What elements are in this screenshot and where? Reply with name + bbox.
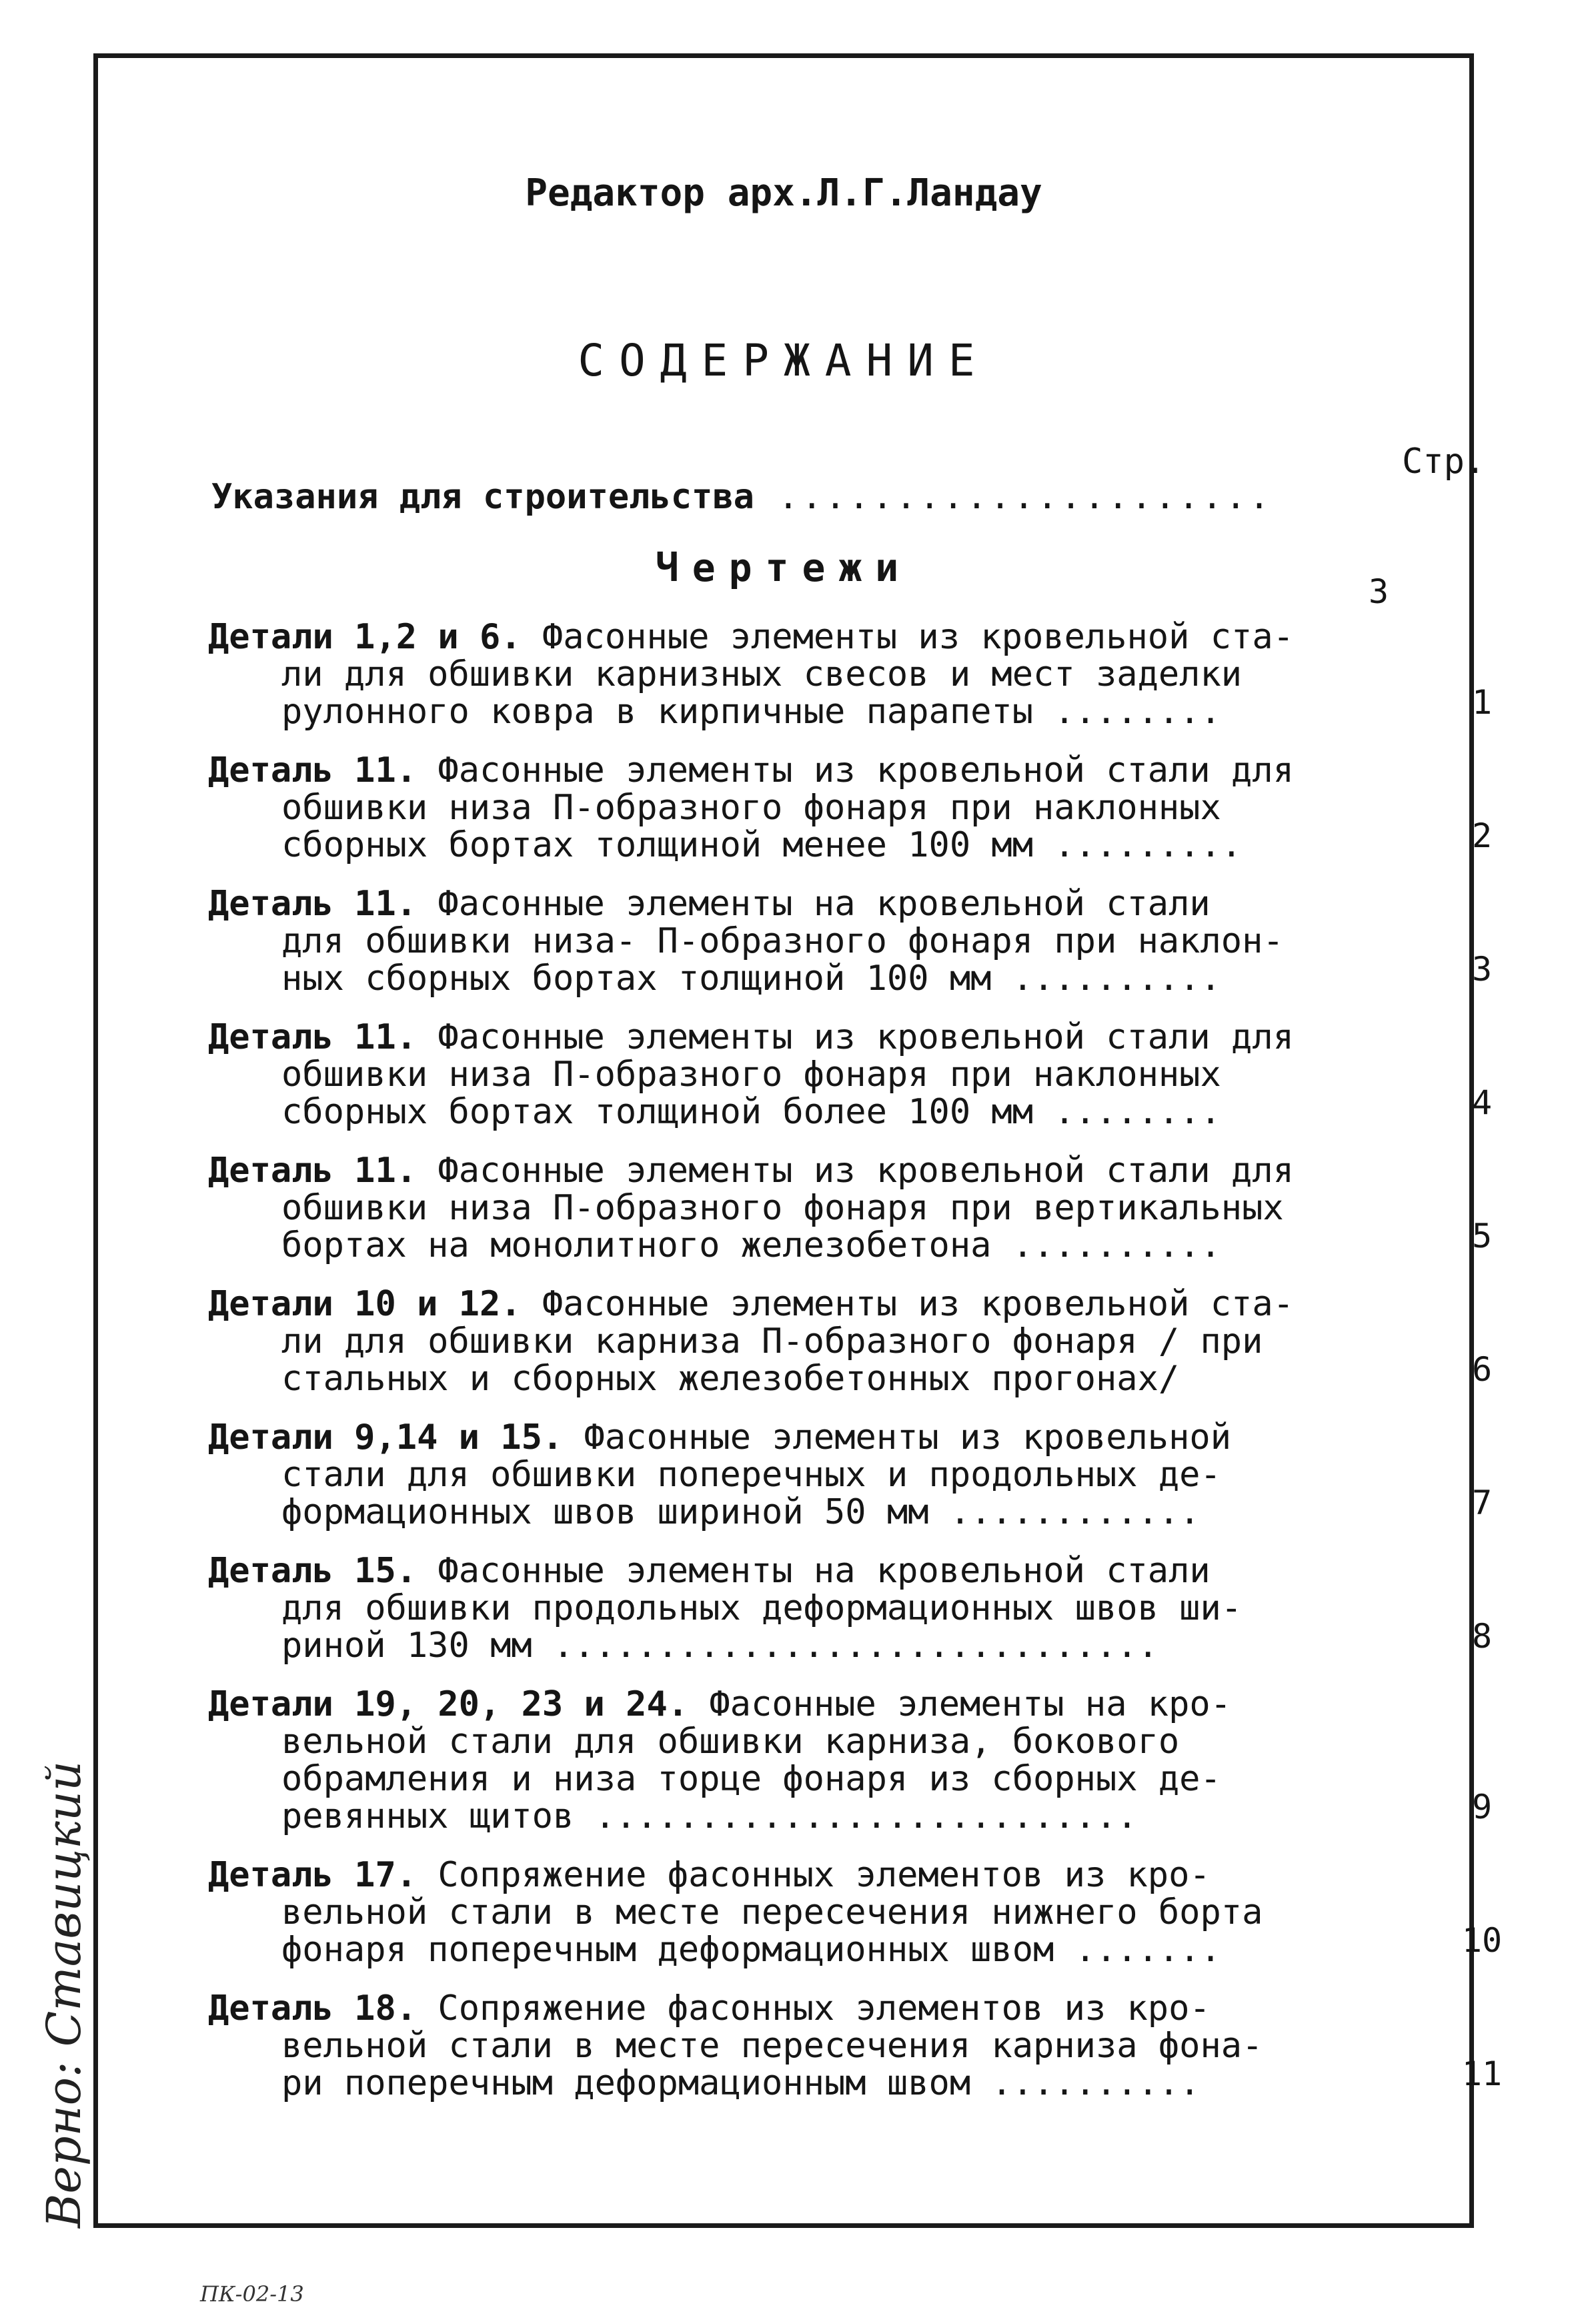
toc-entry-line: для обшивки продольных деформационных швов ши- [281, 1588, 1243, 1628]
toc-entry-lead: Деталь 15. [208, 1551, 418, 1591]
toc-entry[interactable] [208, 752, 1509, 885]
toc-page-number: 1 [1471, 683, 1493, 722]
toc-entry-lead: Деталь 18. [208, 1988, 418, 2028]
toc-entry-line: ри поперечным деформационным швом .......... [281, 2063, 1201, 2103]
toc-entry-text: Сопряжение фасонных элементов из кро- [417, 1988, 1211, 2028]
toc-entry-line: рулонного ковра в кирпичные парапеты ........ [281, 692, 1221, 732]
toc-entry[interactable] [208, 1019, 1509, 1152]
toc-entry-lead: Деталь 17. [208, 1855, 418, 1895]
toc-entry-text: Фасонные элементы на кровельной стали [417, 1551, 1211, 1591]
editor-line: Редактор арх.Л.Г.Ландау [525, 171, 1042, 215]
toc-page-number: 11 [1461, 2055, 1503, 2093]
toc-entry-line: ли для обшивки карниза П-образного фонаря / при [281, 1321, 1263, 1361]
toc-entry-lead: Деталь 11. [208, 1151, 418, 1191]
toc-entry-text: Фасонные элементы на кро- [688, 1684, 1232, 1724]
toc-entry[interactable] [208, 618, 1509, 752]
toc-entry-text: Фасонные элементы из кровельной стали для [417, 1151, 1294, 1191]
toc-entry[interactable] [208, 1686, 1509, 1856]
page-title: СОДЕРЖАНИЕ [578, 335, 990, 386]
toc-entry-line: стальных и сборных железобетонных прогонах/ [281, 1359, 1180, 1399]
document-code: ПК-02-13 [200, 2281, 304, 2307]
toc-page-number: 2 [1471, 816, 1493, 855]
toc-entry-line: фонаря поперечным деформационных швом ....... [281, 1930, 1221, 1970]
toc-list [208, 618, 1509, 2123]
section-title: Чертежи [655, 545, 912, 590]
toc-page-number: 7 [1471, 1484, 1493, 1522]
toc-page-number: 10 [1461, 1921, 1503, 1960]
toc-entry-line: стали для обшивки поперечных и продольных де- [281, 1455, 1221, 1495]
toc-entry-line: формационных швов шириной 50 мм ............ [281, 1492, 1201, 1532]
toc-entry-line: ли для обшивки карнизных свесов и мест заделки [281, 654, 1243, 694]
toc-entry-text: Фасонные элементы из кровельной стали для [417, 1017, 1294, 1057]
toc-entry-line: обшивки низа П-образного фонаря при наклонных [281, 1055, 1221, 1095]
toc-entry[interactable] [208, 1552, 1509, 1686]
toc-page-number: 3 [1368, 572, 1389, 611]
page-frame [93, 53, 1503, 2228]
toc-entry[interactable] [208, 885, 1509, 1019]
toc-page-number: 4 [1471, 1083, 1493, 1122]
toc-entry-lead: Детали 9,14 и 15. [208, 1417, 564, 1458]
toc-entry-line: сборных бортах толщиной более 100 мм ........ [281, 1092, 1221, 1132]
toc-entry-line: вельной стали в месте пересечения нижнего борта [281, 1892, 1263, 1932]
toc-entry-line: обшивки низа П-образного фонаря при вертикальных [281, 1188, 1284, 1228]
toc-entry-lead: Детали 10 и 12. [208, 1284, 522, 1324]
toc-entry-text: Сопряжение фасонных элементов из кро- [417, 1855, 1211, 1895]
toc-entry-line: для обшивки низа- П-образного фонаря при наклон- [281, 921, 1284, 961]
toc-entry[interactable] [208, 1152, 1509, 1285]
toc-entry-text: Фасонные элементы из кровельной ста- [521, 617, 1294, 657]
toc-intro-text: Указания для строительства [211, 477, 754, 517]
toc-entry[interactable] [208, 1419, 1509, 1552]
toc-entry-lead: Деталь 11. [208, 750, 418, 790]
toc-entry-line: бортах на монолитного железобетона .......... [281, 1225, 1221, 1265]
toc-entry-lead: Детали 19, 20, 23 и 24. [208, 1684, 689, 1724]
toc-entry-line: вельной стали в месте пересечения карниза фона- [281, 2026, 1263, 2066]
toc-entry-line: риной 130 мм ............................. [281, 1626, 1158, 1666]
toc-page-number: 8 [1471, 1617, 1493, 1656]
toc-entry-line: вельной стали для обшивки карниза, бокового [281, 1722, 1180, 1762]
toc-dots: ..................... [754, 477, 1273, 517]
toc-entry-lead: Деталь 11. [208, 1017, 418, 1057]
toc-entry-lead: Деталь 11. [208, 884, 418, 924]
toc-entry-line: ревянных щитов .......................... [281, 1796, 1138, 1836]
toc-entry-lead: Детали 1,2 и 6. [208, 617, 522, 657]
toc-entry[interactable] [208, 1856, 1509, 1990]
toc-page-number: 3 [1471, 950, 1493, 989]
toc-entry[interactable] [208, 1990, 1509, 2123]
toc-entry-text: Фасонные элементы на кровельной стали [417, 884, 1211, 924]
toc-entry-line: сборных бортах толщиной менее 100 мм ......... [281, 825, 1243, 865]
toc-entry-line: обрамления и низа торце фонаря из сборных де- [281, 1759, 1221, 1799]
toc-entry-text: Фасонные элементы из кровельной ста- [521, 1284, 1294, 1324]
toc-page-number: 9 [1471, 1788, 1493, 1826]
toc-entry-line: обшивки низа П-образного фонаря при наклонных [281, 788, 1221, 828]
toc-entry-line: ных сборных бортах толщиной 100 мм .......... [281, 959, 1221, 999]
toc-page-number: 6 [1471, 1350, 1493, 1389]
handwritten-signature: Верно: Ставицкий [37, 1760, 91, 2228]
page-column-header: Стр. [1402, 442, 1486, 482]
toc-entry-text: Фасонные элементы из кровельной стали для [417, 750, 1294, 790]
toc-page-number: 5 [1471, 1217, 1493, 1255]
toc-entry[interactable] [208, 1285, 1509, 1419]
toc-entry-text: Фасонные элементы из кровельной [563, 1417, 1232, 1458]
